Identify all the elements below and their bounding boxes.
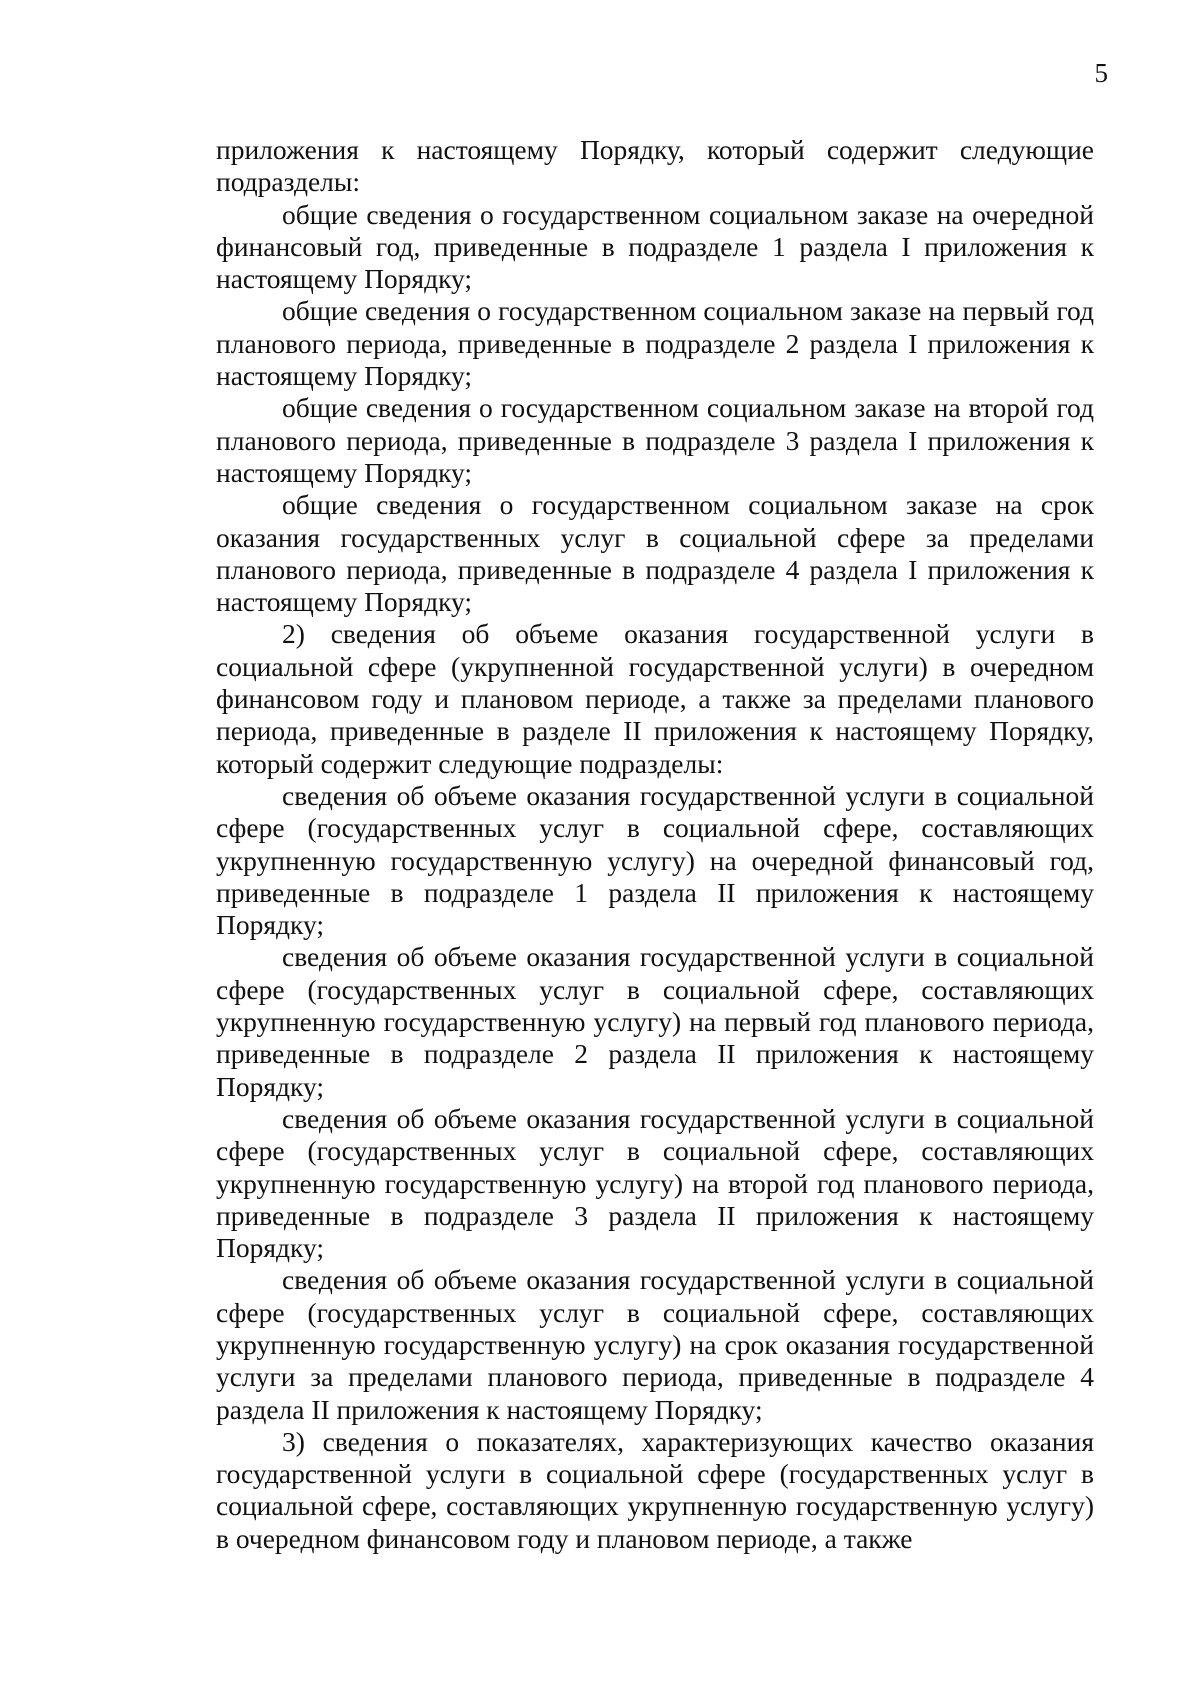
paragraph-5: общие сведения о государственном социальном заказе на срок оказания государственных услуг в социальной сфере за пределами планового периода, приведенные в подразделе 4 раздела I приложения к настоящему Порядку;: [216, 489, 1094, 618]
paragraph-11: 3) сведения о показателях, характеризующих качество оказания государственной услуги в социальной сфере (государственных услуг в социальной сфере, составляющих укрупненную государственную услугу) в очередном финансовом году и плановом периоде, а также: [216, 1425, 1094, 1554]
paragraph-10: сведения об объеме оказания государственной услуги в социальной сфере (государственных услуг в социальной сфере, составляющих укрупненную государственную услугу) на срок оказания государственной услуги за пределами планового периода, приведенные в подразделе 4 раздела II приложения к настоящему Порядку;: [216, 1264, 1094, 1425]
paragraph-4: общие сведения о государственном социальном заказе на второй год планового периода, приведенные в подразделе 3 раздела I приложения к настоящему Порядку;: [216, 392, 1094, 488]
paragraph-7: сведения об объеме оказания государственной услуги в социальной сфере (государственных услуг в социальной сфере, составляющих укрупненную государственную услугу) на очередной финансовый год, приведенные в подразделе 1 раздела II приложения к настоящему Порядку;: [216, 779, 1094, 941]
page-number: 5: [1094, 58, 1108, 88]
document-body: [216, 134, 1094, 1555]
paragraph-8: сведения об объеме оказания государственной услуги в социальной сфере (государственных услуг в социальной сфере, составляющих укрупненную государственную услугу) на первый год планового периода, приведенные в подразделе 2 раздела II приложения к настоящему Порядку;: [216, 941, 1094, 1102]
paragraph-6: 2) сведения об объеме оказания государственной услуги в социальной сфере (укрупненной государственной услуги) в очередном финансовом году и плановом периоде, а также за пределами планового периода, приведенные в разделе II приложения к настоящему Порядку, который содержит следующие подразделы:: [216, 618, 1094, 779]
paragraph-2: общие сведения о государственном социальном заказе на очередной финансовый год, приведенные в подразделе 1 раздела I приложения к настоящему Порядку;: [216, 198, 1094, 295]
paragraph-1: приложения к настоящему Порядку, который содержит следующие подразделы:: [216, 134, 1094, 198]
paragraph-9: сведения об объеме оказания государственной услуги в социальной сфере (государственных услуг в социальной сфере, составляющих укрупненную государственную услугу) на второй год планового периода, приведенные в подразделе 3 раздела II приложения к настоящему Порядку;: [216, 1102, 1094, 1264]
paragraph-3: общие сведения о государственном социальном заказе на первый год планового периода, приведенные в подразделе 2 раздела I приложения к настоящему Порядку;: [216, 295, 1094, 392]
